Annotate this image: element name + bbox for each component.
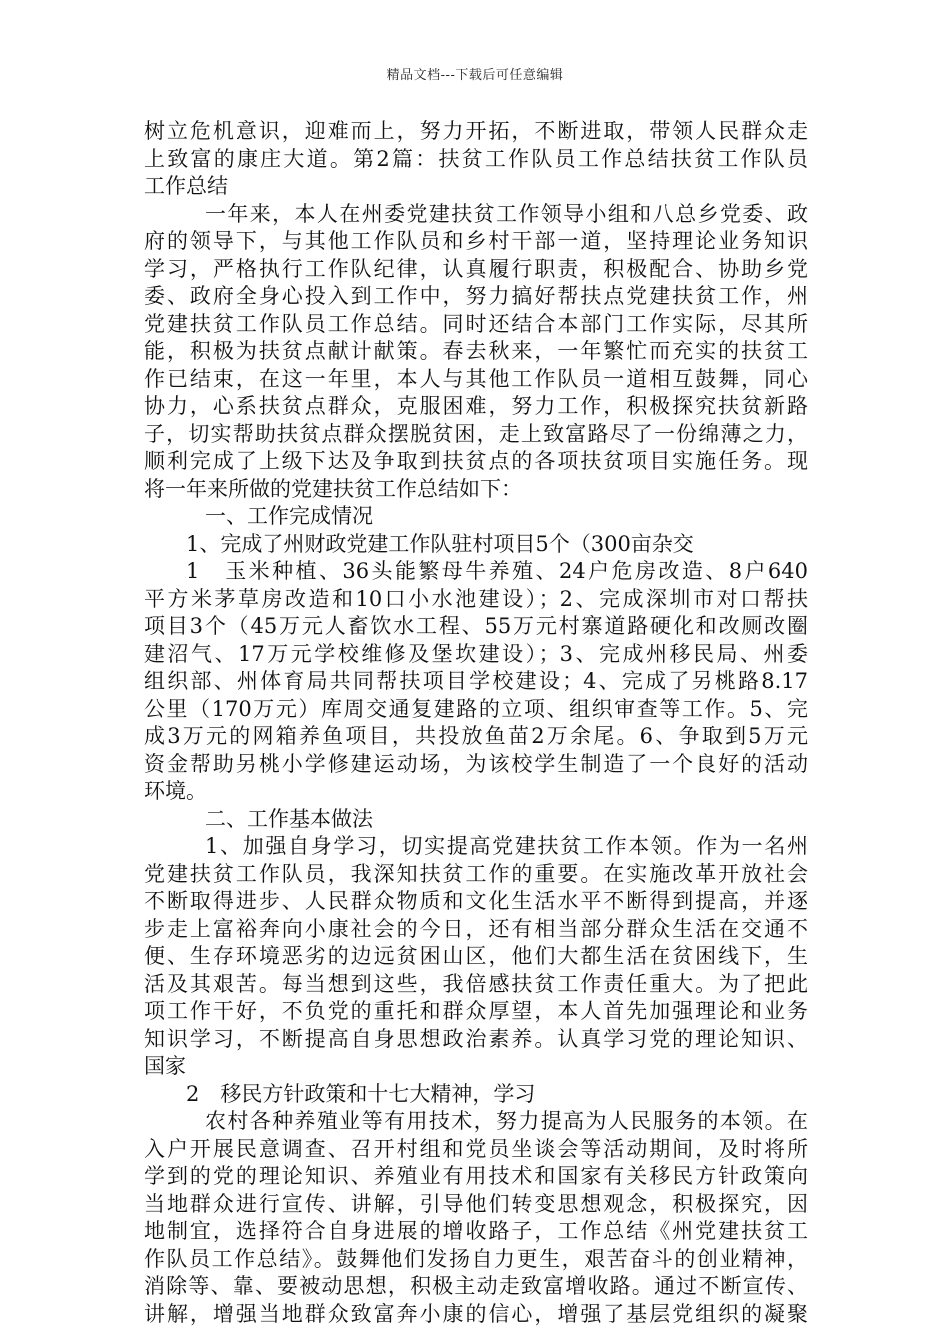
text-line: 学习，严格执行工作队纪律，认真履行职责，积极配合、协助乡党 xyxy=(144,256,808,281)
text-line: 协力，心系扶贫点群众，克服困难，努力工作，积极探究扶贫新路 xyxy=(144,394,808,418)
page-header: 精品文档---下载后可任意编辑 xyxy=(386,68,564,83)
text-line: 项目3个（45万元人畜饮水工程、55万元村寨道路硬化和改厕改圈 xyxy=(144,614,808,638)
text-line: 步走上富裕奔向小康社会的今日，还有相当部分群众生活在交通不 xyxy=(144,916,808,941)
text-line: 一年来，本人在州委党建扶贫工作领导小组和八总乡党委、政 xyxy=(205,201,808,226)
text-line: 便、生存环境恶劣的边远贫困山区，他们大都生活在贫困线下，生 xyxy=(144,944,808,968)
text-line: 2 移民方针政策和十七大精神，学习 xyxy=(186,1081,536,1106)
text-line: 1、加强自身学习，切实提高党建扶贫工作本领。作为一名州 xyxy=(205,834,808,858)
text-line: 讲解，增强当地群众致富奔小康的信心，增强了基层党组织的凝聚 xyxy=(144,1301,808,1326)
text-line: 二、工作基本做法 xyxy=(205,806,373,831)
text-line: 1 玉米种植、36头能繁母牛养殖、24户危房改造、8户640 xyxy=(186,559,808,583)
text-line: 当地群众进行宣传、讲解，引导他们转变思想观念，积极探究，因 xyxy=(144,1191,808,1216)
text-line: 农村各种养殖业等有用技术，努力提高为人民服务的本领。在 xyxy=(205,1109,808,1133)
text-line: 建沼气、17万元学校维修及堡坎建设）；3、完成州移民局、州委 xyxy=(144,641,808,666)
text-line: 学到的党的理论知识、养殖业有用技术和国家有关移民方针政策向 xyxy=(144,1164,808,1188)
text-line: 将一年来所做的党建扶贫工作总结如下： xyxy=(144,476,522,501)
text-line: 作队员工作总结》。鼓舞他们发扬自力更生，艰苦奋斗的创业精神， xyxy=(144,1246,808,1271)
text-line: 环境。 xyxy=(144,779,207,803)
text-line: 国家 xyxy=(144,1054,186,1078)
text-line: 能，积极为扶贫点献计献策。春去秋来，一年繁忙而充实的扶贫工 xyxy=(144,339,808,363)
text-line: 上致富的康庄大道。第2篇：扶贫工作队员工作总结扶贫工作队员 xyxy=(144,146,808,171)
text-line: 不断取得进步、人民群众物质和文化生活水平不断得到提高，并逐 xyxy=(144,889,808,913)
text-line: 委、政府全身心投入到工作中，努力搞好帮扶点党建扶贫工作，州 xyxy=(144,284,808,308)
text-line: 顺利完成了上级下达及争取到扶贫点的各项扶贫项目实施任务。现 xyxy=(144,449,808,473)
text-line: 一、工作完成情况 xyxy=(205,504,373,528)
text-line: 树立危机意识，迎难而上，努力开拓，不断进取，带领人民群众走 xyxy=(144,119,808,143)
document-body xyxy=(144,118,808,1328)
text-line: 资金帮助另桃小学修建运动场，为该校学生制造了一个良好的活动 xyxy=(144,751,808,776)
text-line: 子，切实帮助扶贫点群众摆脱贫困，走上致富路尽了一份绵薄之力， xyxy=(144,421,808,446)
text-line: 1、完成了州财政党建工作队驻村项目5个（300亩杂交 xyxy=(186,531,694,556)
text-line: 入户开展民意调查、召开村组和党员坐谈会等活动期间，及时将所 xyxy=(144,1136,808,1161)
text-line: 公里（170万元）库周交通复建路的立项、组织审查等工作。5、完 xyxy=(144,696,808,721)
text-line: 府的领导下，与其他工作队员和乡村干部一道，坚持理论业务知识 xyxy=(144,229,808,253)
text-line: 知识学习，不断提高自身思想政治素养。认真学习党的理论知识、 xyxy=(144,1026,808,1051)
text-line: 组织部、州体育局共同帮扶项目学校建设；4、完成了另桃路8.17 xyxy=(144,669,808,693)
text-line: 活及其艰苦。每当想到这些，我倍感扶贫工作责任重大。为了把此 xyxy=(144,971,808,996)
text-line: 消除等、靠、要被动思想，积极主动走致富增收路。通过不断宣传、 xyxy=(144,1274,808,1298)
text-line: 作已结束，在这一年里，本人与其他工作队员一道相互鼓舞，同心 xyxy=(144,366,808,391)
text-line: 工作总结 xyxy=(144,174,228,198)
text-line: 成3万元的网箱养鱼项目，共投放鱼苗2万余尾。6、争取到5万元 xyxy=(144,724,808,748)
text-line: 党建扶贫工作队员工作总结。同时还结合本部门工作实际，尽其所 xyxy=(144,311,808,336)
text-line: 平方米茅草房改造和10口小水池建设）；2、完成深圳市对口帮扶 xyxy=(144,586,808,611)
text-line: 党建扶贫工作队员，我深知扶贫工作的重要。在实施改革开放社会 xyxy=(144,861,808,886)
text-line: 项工作干好，不负党的重托和群众厚望，本人首先加强理论和业务 xyxy=(144,999,808,1023)
text-line: 地制宜，选择符合自身进展的增收路子，工作总结《州党建扶贫工 xyxy=(144,1219,808,1243)
